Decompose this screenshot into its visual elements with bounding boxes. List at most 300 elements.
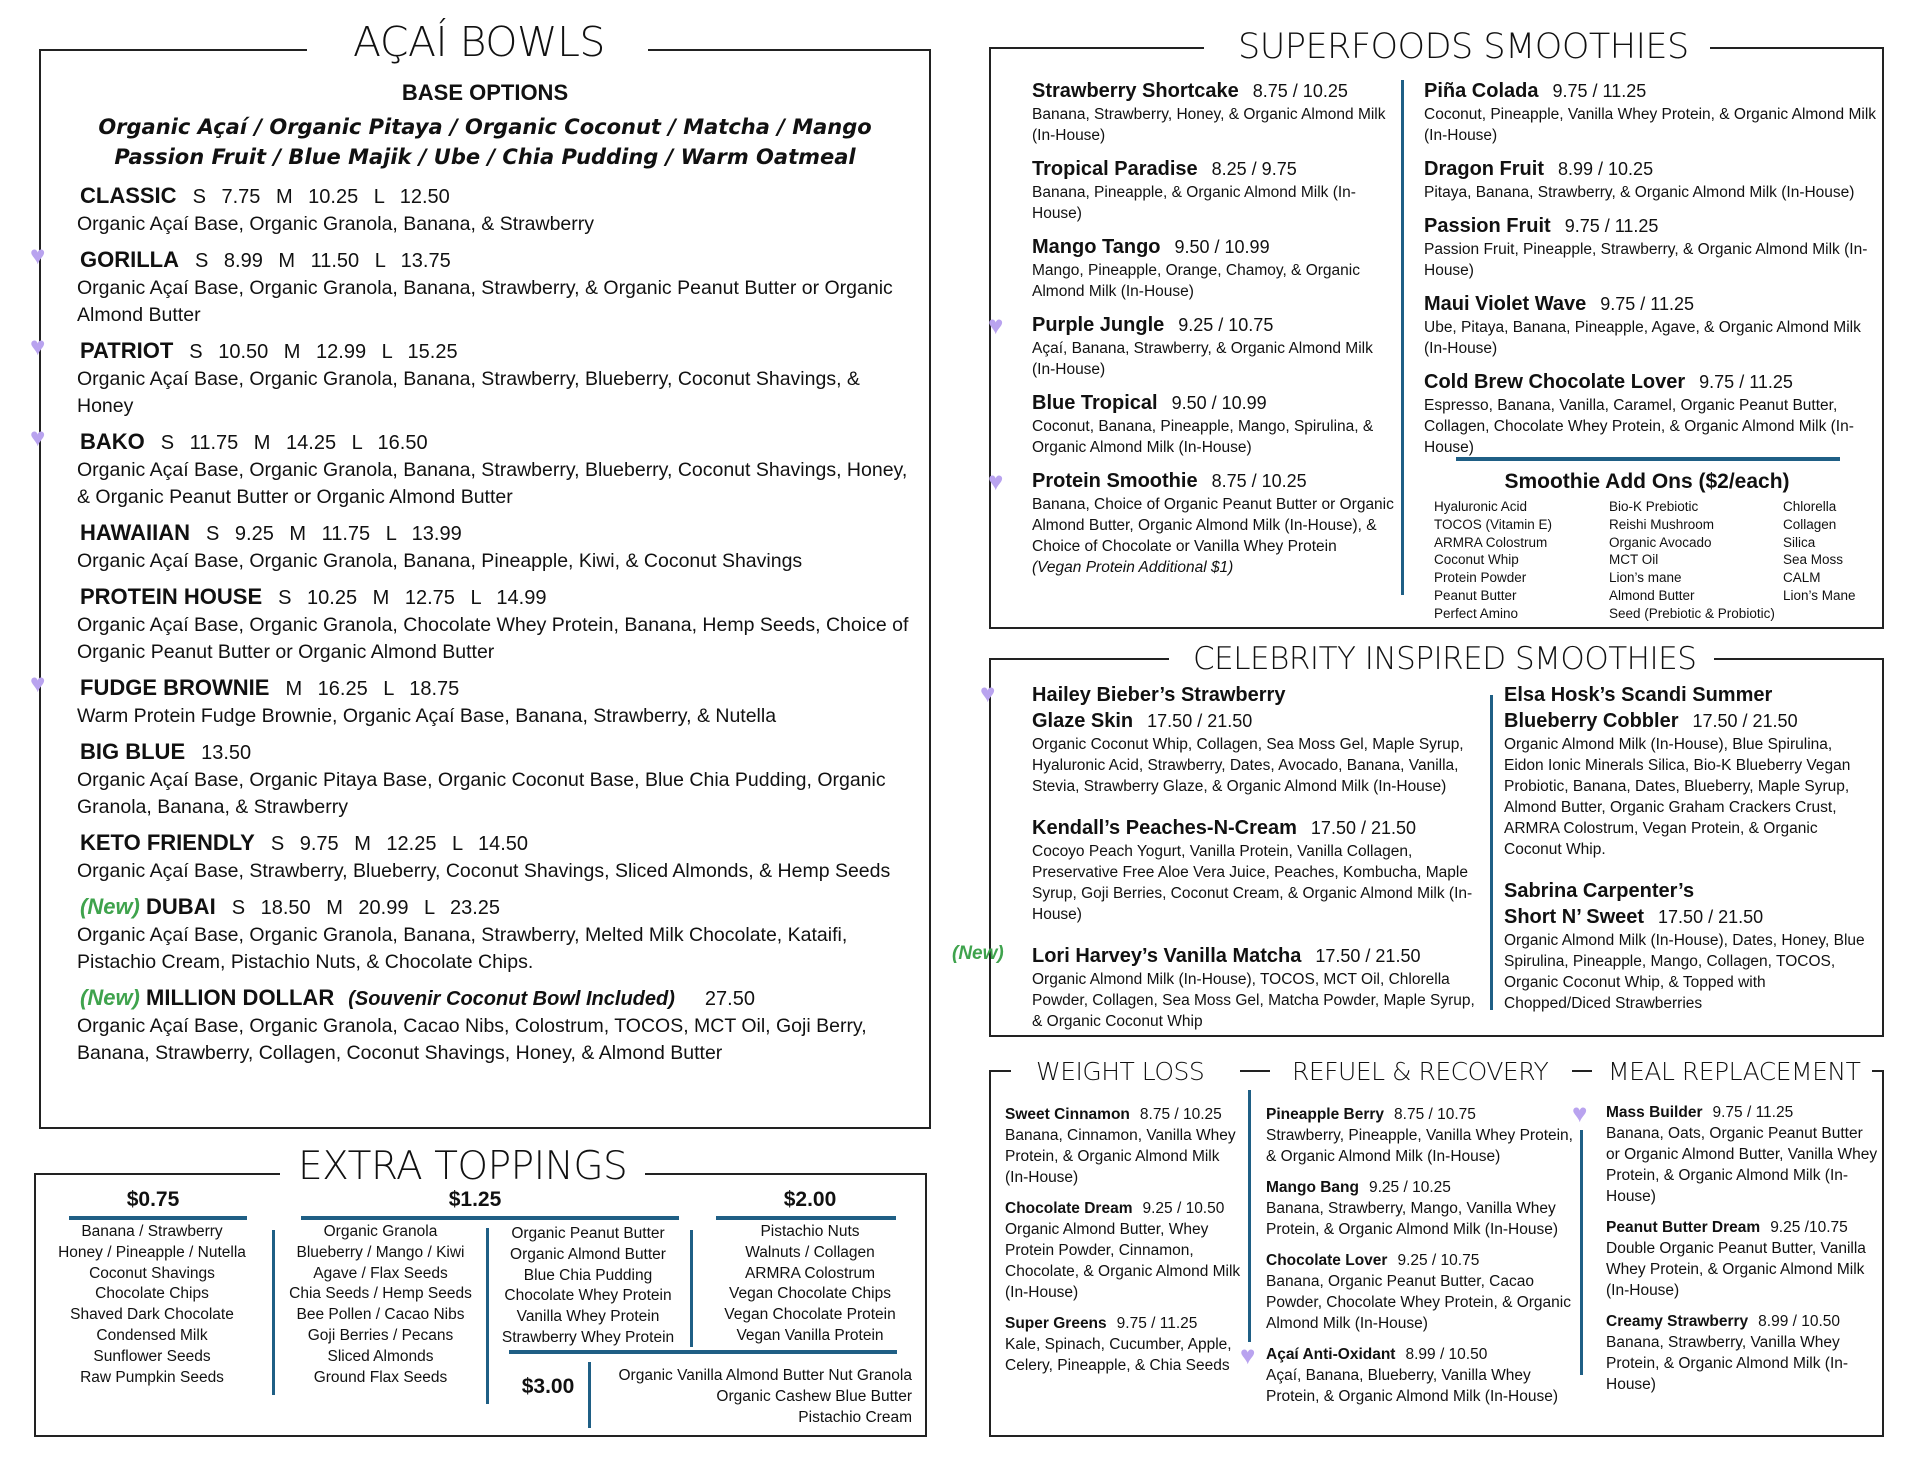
smoothie-name: Lori Harvey’s Vanilla Matcha	[1032, 945, 1302, 967]
smoothie-desc: Ube, Pitaya, Banana, Pineapple, Agave, & Organic Almond Milk (In-House)	[1424, 319, 1861, 357]
smoothie-header	[1266, 1344, 1578, 1365]
smoothie-header	[1606, 1102, 1878, 1123]
smoothie-price: 8.99 / 10.50	[1758, 1313, 1841, 1330]
acai-item-header	[80, 984, 910, 1013]
addon-item: Seed (Prebiotic & Probiotic)	[1609, 605, 1775, 621]
smoothie-name: Passion Fruit	[1424, 215, 1551, 237]
smoothie-price: 17.50 / 21.50	[1315, 946, 1421, 966]
heart-icon: ♥	[30, 422, 46, 452]
topping-item: Vegan Chocolate Chips	[728, 1285, 891, 1303]
acai-item	[77, 893, 910, 976]
smoothie-name: Mango Tango	[1032, 236, 1161, 258]
heart-icon: ♥	[980, 678, 996, 708]
addons-column	[1609, 498, 1775, 623]
smoothie-desc: Organic Almond Butter, Whey Protein Powder, Cinnamon, Chocolate, & Organic Almond Milk (In-House)	[1005, 1221, 1241, 1301]
smoothie-header	[1504, 682, 1876, 734]
heart-icon: ♥	[988, 466, 1004, 496]
acai-item-desc: Organic Açaí Base, Organic Granola, Banana, Pineapple, Kiwi, & Coconut Shavings	[77, 550, 803, 572]
topping-item: Organic Peanut Butter	[511, 1225, 665, 1242]
smoothie-item	[1005, 1104, 1245, 1188]
topping-item: Sunflower Seeds	[93, 1347, 211, 1365]
smoothie-item	[1504, 682, 1876, 860]
heart-icon: ♥	[988, 310, 1004, 340]
topping-item: Blue Chia Pudding	[523, 1266, 653, 1284]
smoothie-item	[1266, 1104, 1578, 1167]
smoothie-header	[1032, 390, 1398, 416]
toppings-075-list	[36, 1222, 268, 1388]
topping-item: Shaved Dark Chocolate	[70, 1306, 234, 1324]
addons-title: Smoothie Add Ons ($2/each)	[1504, 470, 1790, 493]
heart-icon: ♥	[1240, 1340, 1256, 1370]
smoothie-item	[988, 466, 1398, 578]
divider	[69, 1216, 247, 1220]
superfoods-left-list	[988, 78, 1398, 588]
smoothie-header	[1032, 78, 1398, 104]
smoothie-header	[1005, 1313, 1245, 1334]
smoothie-item	[1424, 156, 1882, 203]
smoothie-item	[1606, 1311, 1878, 1395]
divider	[1490, 695, 1493, 1010]
smoothie-item	[1032, 234, 1398, 302]
smoothie-header	[1424, 156, 1882, 182]
topping-item: Organic Granola	[323, 1223, 438, 1240]
addon-item: Hyaluronic Acid	[1434, 499, 1528, 514]
smoothie-item	[1424, 213, 1882, 281]
topping-item: Honey / Pineapple / Nutella	[58, 1243, 246, 1261]
smoothie-name: Tropical Paradise	[1032, 158, 1198, 180]
smoothie-desc: Banana, Organic Peanut Butter, Cacao Powder, Chocolate Whey Protein, & Organic Almond Milk (In-House)	[1266, 1273, 1571, 1332]
acai-item-name: BIG BLUE	[80, 739, 186, 764]
toppings-300-list	[595, 1366, 912, 1428]
acai-item-header	[80, 246, 910, 275]
smoothie-header	[1424, 369, 1882, 395]
acai-item-sizes: S 10.50 M 12.99 L 15.25	[189, 341, 458, 363]
topping-item: Vegan Vanilla Protein	[736, 1326, 884, 1344]
smoothie-name: Purple Jungle	[1032, 314, 1165, 336]
smoothie-desc: Organic Coconut Whip, Collagen, Sea Moss Gel, Maple Syrup, Hyaluronic Acid, Strawberry, Dates, Avocado, Banana, Vanilla, Stevia, Strawberry Glaze, & Organic Almond Milk (In-House)	[1032, 736, 1464, 795]
smoothie-price: 8.75 / 10.75	[1394, 1106, 1476, 1123]
smoothie-desc: Coconut, Banana, Pineapple, Mango, Spirulina, & Organic Almond Milk (In-House)	[1032, 418, 1374, 456]
heart-icon: ♥	[30, 668, 46, 698]
meal-replacement-title: MEAL REPLACEMENT	[1596, 1059, 1872, 1084]
acai-item	[77, 829, 910, 885]
topping-item: Chocolate Whey Protein	[504, 1287, 672, 1305]
topping-item: Organic Cashew Blue Butter	[716, 1387, 912, 1405]
divider	[588, 1362, 591, 1428]
smoothie-desc: Banana, Choice of Organic Peanut Butter or Organic Almond Butter, Organic Almond Milk (In-House), & Choice of Chocolate or Vanilla Whey Protein	[1032, 496, 1394, 555]
smoothie-header	[1032, 682, 1477, 734]
smoothie-name: Elsa Hosk’s Scandi Summer Blueberry Cobbler	[1504, 684, 1773, 732]
smoothie-desc: Organic Almond Milk (In-House), TOCOS, MCT Oil, Chlorella Powder, Collagen, Sea Moss Gel, Matcha Powder, Maple Syrup, & Organic Coconut Whip	[1032, 971, 1475, 1030]
topping-item: Pistachio Cream	[798, 1408, 912, 1426]
acai-item-desc: Organic Açaí Base, Organic Granola, Banana, Strawberry, Blueberry, Coconut Shavings, Honey, & Organic Peanut Butter or Organic Almond Butter	[77, 459, 908, 508]
refuel-title: REFUEL & RECOVERY	[1278, 1059, 1562, 1084]
base-options-line: Organic Açaí / Organic Pitaya / Organic Coconut / Matcha / Mango	[98, 115, 872, 139]
smoothie-name: Dragon Fruit	[1424, 158, 1544, 180]
smoothie-item	[980, 678, 1477, 797]
acai-item-name: HAWAIIAN	[80, 520, 190, 545]
acai-item-sizes: S 9.75 M 12.25 L 14.50	[270, 833, 528, 855]
acai-item-desc: Organic Açaí Base, Organic Granola, Banana, Strawberry, Blueberry, Coconut Shavings, & Honey	[77, 368, 860, 417]
smoothie-desc: Banana, Oats, Organic Peanut Butter or Organic Almond Butter, Vanilla Whey Protein, & Organic Almond Milk (In-House)	[1606, 1125, 1878, 1205]
smoothie-price: 9.75 / 11.25	[1600, 294, 1695, 314]
smoothie-header	[1005, 1104, 1245, 1125]
addon-item: Collagen	[1783, 516, 1837, 532]
celebrity-title: CELEBRITY INSPIRED SMOOTHIES	[1175, 644, 1714, 675]
topping-item: Sliced Almonds	[327, 1347, 434, 1365]
acai-item-sizes: S 11.75 M 14.25 L 16.50	[160, 432, 428, 454]
weight-loss-list	[1005, 1104, 1245, 1386]
acai-item-desc: Organic Açaí Base, Organic Granola, Cacao Nibs, Colostrum, TOCOS, MCT Oil, Goji Berry, Banana, Strawberry, Collagen, Coconut Shavings, Honey, & Almond Butter	[77, 1015, 867, 1064]
acai-item-header	[80, 674, 910, 703]
toppings-125a-list	[278, 1222, 483, 1388]
smoothie-header	[1032, 312, 1398, 338]
smoothie-header	[1266, 1104, 1578, 1125]
acai-item-header	[80, 583, 910, 612]
smoothie-price: 9.50 / 10.99	[1174, 237, 1270, 257]
smoothie-item	[952, 943, 1477, 1032]
divider	[989, 658, 1169, 660]
addon-item: MCT Oil	[1609, 552, 1659, 568]
smoothie-desc: Banana, Cinnamon, Vanilla Whey Protein, & Organic Almond Milk (In-House)	[1005, 1127, 1236, 1186]
smoothie-name: Piña Colada	[1424, 80, 1539, 102]
smoothie-name: Protein Smoothie	[1032, 470, 1198, 492]
acai-item-list	[30, 182, 910, 1075]
smoothie-desc: Pitaya, Banana, Strawberry, & Organic Almond Milk (In-House)	[1424, 184, 1855, 201]
topping-item: ARMRA Colostrum	[744, 1264, 876, 1282]
price-300: $3.00	[521, 1375, 575, 1398]
smoothie-price: 9.25 / 10.75	[1397, 1252, 1480, 1269]
acai-item	[30, 240, 910, 329]
acai-item-name: PATRIOT	[80, 338, 174, 363]
divider	[1690, 658, 1884, 660]
acai-item	[77, 738, 910, 821]
acai-item	[77, 984, 910, 1067]
smoothie-desc: Banana, Strawberry, Mango, Vanilla Whey Protein, & Organic Almond Milk (In-House)	[1266, 1200, 1559, 1238]
topping-item: Bee Pollen / Cacao Nibs	[296, 1306, 465, 1324]
addon-item: CALM	[1783, 570, 1821, 586]
smoothie-price: 17.50 / 21.50	[1658, 907, 1764, 927]
addon-item: Bio-K Prebiotic	[1609, 499, 1699, 514]
addon-item: Almond Butter	[1609, 587, 1695, 603]
smoothie-price: 17.50 / 21.50	[1692, 711, 1798, 731]
smoothie-name: Sabrina Carpenter’s Short N’ Sweet	[1504, 880, 1695, 928]
smoothie-header	[1424, 291, 1882, 317]
divider	[272, 1230, 275, 1395]
divider	[1580, 1130, 1583, 1375]
acai-item-desc: Warm Protein Fudge Brownie, Organic Açaí Base, Banana, Strawberry, & Nutella	[77, 705, 777, 727]
smoothie-price: 9.25 / 10.75	[1178, 315, 1274, 335]
superfoods-right-list	[1424, 78, 1882, 468]
acai-item-name: GORILLA	[80, 247, 179, 272]
heart-icon: ♥	[30, 240, 46, 270]
celebrity-right-list	[1504, 682, 1876, 1032]
addons-column	[1434, 498, 1552, 623]
topping-item: Agave / Flax Seeds	[313, 1264, 448, 1282]
acai-item-header	[80, 182, 910, 211]
smoothie-price: 9.75 / 11.25	[1564, 216, 1659, 236]
addon-item: Silica	[1783, 534, 1816, 550]
acai-item-sizes: 13.50	[201, 742, 252, 764]
divider	[1456, 457, 1840, 461]
smoothie-price: 8.75 / 10.25	[1139, 1106, 1222, 1123]
divider	[486, 1228, 489, 1404]
acai-item-name: DUBAI	[146, 894, 216, 919]
smoothie-item	[1266, 1250, 1578, 1334]
new-badge: (New)	[80, 894, 140, 919]
topping-item: Ground Flax Seeds	[313, 1368, 448, 1386]
smoothie-item	[1032, 390, 1398, 458]
addon-item: Lion’s mane	[1609, 570, 1682, 586]
smoothie-price: 8.75 / 10.25	[1252, 81, 1348, 101]
smoothie-item	[1032, 78, 1398, 146]
acai-item-desc: Organic Açaí Base, Strawberry, Blueberry, Coconut Shavings, Sliced Almonds, & Hemp Seeds	[77, 860, 891, 882]
smoothie-header	[1032, 234, 1398, 260]
smoothie-desc: Mango, Pineapple, Orange, Chamoy, & Organic Almond Milk (In-House)	[1032, 262, 1360, 300]
smoothie-name: Pineapple Berry	[1266, 1106, 1385, 1123]
smoothie-price: 8.99 / 10.50	[1405, 1346, 1488, 1363]
smoothie-price: 9.25 /10.75	[1770, 1219, 1848, 1236]
addon-item: Reishi Mushroom	[1609, 516, 1715, 532]
smoothie-item	[1032, 815, 1477, 925]
smoothie-price: 8.75 / 10.25	[1211, 471, 1307, 491]
divider	[716, 1216, 896, 1220]
smoothie-header	[1032, 943, 1477, 969]
heart-icon: ♥	[1572, 1098, 1588, 1128]
addon-item: Protein Powder	[1434, 570, 1527, 586]
smoothie-item	[1005, 1198, 1245, 1303]
smoothie-item	[1240, 1340, 1578, 1407]
meal-replacement-list	[1572, 1098, 1878, 1405]
acai-item-desc: Organic Açaí Base, Organic Granola, Chocolate Whey Protein, Banana, Hemp Seeds, Choice of Organic Peanut Butter or Organic Almond Butter	[77, 614, 909, 663]
smoothie-header	[1504, 878, 1876, 930]
smoothie-item	[1424, 78, 1882, 146]
topping-item: Vegan Chocolate Protein	[724, 1306, 896, 1324]
smoothie-desc: Strawberry, Pineapple, Vanilla Whey Protein, & Organic Almond Milk (In-House)	[1266, 1127, 1573, 1165]
smoothie-desc: Organic Almond Milk (In-House), Dates, Honey, Blue Spirulina, Pineapple, Mango, Collagen, TOCOS, Organic Coconut Whip, & Topped with Chopped/Diced Strawberries	[1504, 932, 1865, 1012]
smoothie-header	[1266, 1250, 1578, 1271]
smoothie-name: Peanut Butter Dream	[1606, 1219, 1761, 1236]
weight-loss-title: WEIGHT LOSS	[1020, 1059, 1220, 1084]
smoothie-name: Açaí Anti-Oxidant	[1266, 1346, 1396, 1363]
acai-item-header	[80, 428, 910, 457]
acai-item-header	[80, 519, 910, 548]
divider	[1240, 1070, 1270, 1072]
divider	[690, 1230, 693, 1347]
acai-item-sizes: M 16.25 L 18.75	[285, 678, 460, 700]
smoothie-desc: Banana, Pineapple, & Organic Almond Milk (In-House)	[1032, 184, 1356, 222]
addon-item: Lion’s Mane	[1783, 587, 1856, 603]
topping-item: Coconut Shavings	[89, 1264, 215, 1282]
smoothie-desc: Açaí, Banana, Strawberry, & Organic Almond Milk (In-House)	[1032, 340, 1373, 378]
new-badge: (New)	[80, 985, 140, 1010]
smoothie-price: 8.25 / 9.75	[1211, 159, 1297, 179]
smoothie-price: 9.75 / 11.25	[1552, 81, 1647, 101]
smoothie-desc: Coconut, Pineapple, Vanilla Whey Protein, & Organic Almond Milk (In-House)	[1424, 106, 1877, 144]
divider	[1710, 47, 1884, 49]
divider	[1248, 1090, 1251, 1360]
smoothie-desc: Cocoyo Peach Yogurt, Vanilla Protein, Vanilla Collagen, Preservative Free Aloe Vera Juice, Peaches, Kombucha, Maple Syrup, Goji Berries, Coconut Cream, & Organic Almond Milk (In-House)	[1032, 843, 1473, 923]
addon-item: Chlorella	[1783, 499, 1837, 514]
acai-item-desc: Organic Açaí Base, Organic Pitaya Base, Organic Coconut Base, Blue Chia Pudding, Organic Granola, Banana, & Strawberry	[77, 769, 886, 818]
acai-item-sizes: 27.50	[704, 988, 755, 1010]
smoothie-item	[1606, 1217, 1878, 1301]
smoothie-desc: Açaí, Banana, Blueberry, Vanilla Whey Protein, & Organic Almond Milk (In-House)	[1266, 1367, 1559, 1405]
smoothie-desc: Espresso, Banana, Vanilla, Caramel, Organic Peanut Butter, Collagen, Chocolate Whey Protein, & Organic Almond Milk (In-House)	[1424, 397, 1854, 456]
smoothie-desc: Banana, Strawberry, Vanilla Whey Protein, & Organic Almond Milk (In-House)	[1606, 1334, 1849, 1393]
acai-item-sizes: S 8.99 M 11.50 L 13.75	[195, 250, 451, 272]
smoothie-name: Chocolate Lover	[1266, 1252, 1388, 1269]
smoothie-desc: Organic Almond Milk (In-House), Blue Spirulina, Eidon Ionic Minerals Silica, Bio-K Blueberry Vegan Probiotic, Banana, Dates, Blueberry, Maple Syrup, Almond Butter, Organic Graham Crackers Crust, ARMRA Colostrum, Vegan Protein, & Organic Coconut Whip.	[1504, 736, 1851, 858]
smoothie-item	[1032, 156, 1398, 224]
acai-item	[77, 583, 910, 666]
addon-item: Organic Avocado	[1609, 534, 1712, 550]
celebrity-left-list	[952, 678, 1477, 1050]
smoothie-name: Strawberry Shortcake	[1032, 80, 1239, 102]
smoothie-header	[1005, 1198, 1245, 1219]
addon-item: ARMRA Colostrum	[1434, 534, 1548, 550]
addon-item: TOCOS (Vitamin E)	[1434, 516, 1553, 532]
topping-item: Goji Berries / Pecans	[307, 1326, 454, 1344]
smoothie-price: 9.25 / 10.25	[1369, 1179, 1451, 1196]
heart-icon: ♥	[30, 331, 46, 361]
smoothie-header	[1424, 78, 1882, 104]
acai-item-name: BAKO	[80, 429, 145, 454]
divider	[648, 49, 931, 51]
smoothie-price: 9.50 / 10.99	[1171, 393, 1267, 413]
divider	[989, 47, 1204, 49]
toppings-125b-list	[490, 1224, 686, 1349]
acai-item-desc: Organic Açaí Base, Organic Granola, Banana, Strawberry, Melted Milk Chocolate, Kataifi, Pistachio Cream, Pistachio Nuts, & Chocolate Chips.	[77, 924, 848, 973]
topping-item: Condensed Milk	[96, 1326, 208, 1344]
toppings-200-list	[700, 1222, 920, 1347]
smoothie-header	[1606, 1217, 1878, 1238]
smoothie-item	[988, 310, 1398, 380]
smoothie-desc: Banana, Strawberry, Honey, & Organic Almond Milk (In-House)	[1032, 106, 1386, 144]
smoothie-header	[1032, 468, 1398, 494]
topping-item: Chocolate Chips	[95, 1285, 209, 1303]
smoothie-name: Sweet Cinnamon	[1005, 1106, 1130, 1123]
topping-item: Banana / Strawberry	[81, 1223, 223, 1240]
smoothie-item	[1572, 1098, 1878, 1207]
smoothie-price: 9.75 / 11.25	[1699, 372, 1793, 392]
smoothie-name: Cold Brew Chocolate Lover	[1424, 371, 1686, 393]
smoothie-item	[1266, 1177, 1578, 1240]
topping-item: Vanilla Whey Protein	[516, 1308, 660, 1326]
smoothie-price: 17.50 / 21.50	[1147, 711, 1253, 731]
base-options-line: Passion Fruit / Blue Majik / Ube / Chia Pudding / Warm Oatmeal	[114, 145, 856, 169]
topping-item: Organic Vanilla Almond Butter Nut Granola	[618, 1367, 912, 1384]
acai-item-name: PROTEIN HOUSE	[80, 584, 263, 609]
smoothie-desc: Kale, Spinach, Cucumber, Apple, Celery, Pineapple, & Chia Seeds	[1005, 1336, 1232, 1374]
smoothie-name: Maui Violet Wave	[1424, 293, 1587, 315]
superfoods-title: SUPERFOODS SMOOTHIES	[1220, 30, 1707, 65]
topping-item: Walnuts / Collagen	[745, 1243, 875, 1261]
smoothie-name: Super Greens	[1005, 1315, 1107, 1332]
smoothie-price: 9.25 / 10.50	[1142, 1200, 1225, 1217]
divider	[1572, 1070, 1592, 1072]
smoothie-header	[1266, 1177, 1578, 1198]
price-075: $0.75	[126, 1188, 180, 1211]
acai-item-sizes: S 10.25 M 12.75 L 14.99	[278, 587, 547, 609]
acai-item	[30, 668, 910, 730]
price-125: $1.25	[448, 1188, 502, 1211]
addons-column	[1783, 498, 1856, 605]
addon-item: Coconut Whip	[1434, 552, 1519, 568]
smoothie-header	[1032, 815, 1477, 841]
smoothie-name: Mango Bang	[1266, 1179, 1359, 1196]
smoothie-name: Mass Builder	[1606, 1104, 1703, 1121]
price-200: $2.00	[783, 1188, 837, 1211]
extra-toppings-title: EXTRA TOPPINGS	[280, 1147, 645, 1186]
smoothie-desc: Double Organic Peanut Butter, Vanilla Whey Protein, & Organic Almond Milk (In-House)	[1606, 1240, 1866, 1299]
acai-bowls-title: AÇAÍ BOWLS	[335, 22, 623, 63]
divider	[301, 1216, 679, 1220]
addon-item: Sea Moss	[1783, 552, 1844, 568]
acai-item-desc: Organic Açaí Base, Organic Granola, Banana, & Strawberry	[77, 213, 595, 235]
smoothie-desc: Passion Fruit, Pineapple, Strawberry, & Organic Almond Milk (In-House)	[1424, 241, 1868, 279]
acai-item-name: FUDGE BROWNIE	[80, 675, 270, 700]
acai-item-header	[80, 893, 910, 922]
smoothie-price: 17.50 / 21.50	[1310, 818, 1417, 838]
acai-item	[77, 182, 910, 238]
acai-item-sizes: S 7.75 M 10.25 L 12.50	[192, 186, 450, 208]
acai-item	[77, 519, 910, 575]
smoothie-item	[1504, 878, 1876, 1014]
topping-item: Strawberry Whey Protein	[501, 1328, 675, 1346]
refuel-list	[1240, 1104, 1578, 1417]
divider	[39, 49, 307, 51]
divider	[989, 1070, 1011, 1072]
acai-item-sizes: S 18.50 M 20.99 L 23.25	[231, 897, 500, 919]
acai-item-name: MILLION DOLLAR	[146, 985, 335, 1010]
addon-item: Peanut Butter	[1434, 587, 1517, 603]
smoothie-name: Kendall’s Peaches-N-Cream	[1032, 817, 1297, 839]
smoothie-price: 8.99 / 10.25	[1558, 159, 1654, 179]
acai-item-name: CLASSIC	[80, 183, 177, 208]
topping-item: Blueberry / Mango / Kiwi	[296, 1243, 465, 1261]
smoothie-item	[1005, 1313, 1245, 1376]
acai-item	[30, 422, 910, 511]
topping-item: Organic Almond Butter	[510, 1245, 666, 1263]
addon-item: Perfect Amino	[1434, 605, 1519, 621]
acai-item-header	[80, 829, 910, 858]
smoothie-name: Creamy Strawberry	[1606, 1313, 1749, 1330]
smoothie-desc-note: (Vegan Protein Additional $1)	[1032, 559, 1234, 576]
acai-item-note: (Souvenir Coconut Bowl Included)	[348, 988, 675, 1010]
topping-item: Chia Seeds / Hemp Seeds	[289, 1285, 472, 1303]
acai-item	[30, 331, 910, 420]
smoothie-name: Chocolate Dream	[1005, 1200, 1133, 1217]
smoothie-name: Blue Tropical	[1032, 392, 1158, 414]
acai-item-header	[80, 337, 910, 366]
smoothie-header	[1606, 1311, 1878, 1332]
smoothie-item	[1424, 291, 1882, 359]
acai-item-name: KETO FRIENDLY	[80, 830, 255, 855]
smoothie-header	[1032, 156, 1398, 182]
smoothie-price: 9.75 / 11.25	[1116, 1315, 1198, 1332]
base-options-heading: BASE OPTIONS	[401, 80, 569, 105]
acai-item-sizes: S 9.25 M 11.75 L 13.99	[206, 523, 462, 545]
base-options	[60, 80, 910, 172]
smoothie-header	[1424, 213, 1882, 239]
topping-item: Raw Pumpkin Seeds	[80, 1368, 224, 1386]
topping-item: Pistachio Nuts	[760, 1223, 860, 1240]
smoothie-price: 9.75 / 11.25	[1712, 1104, 1794, 1121]
divider	[509, 1350, 897, 1354]
acai-item-header	[80, 738, 910, 767]
divider	[1401, 80, 1404, 595]
